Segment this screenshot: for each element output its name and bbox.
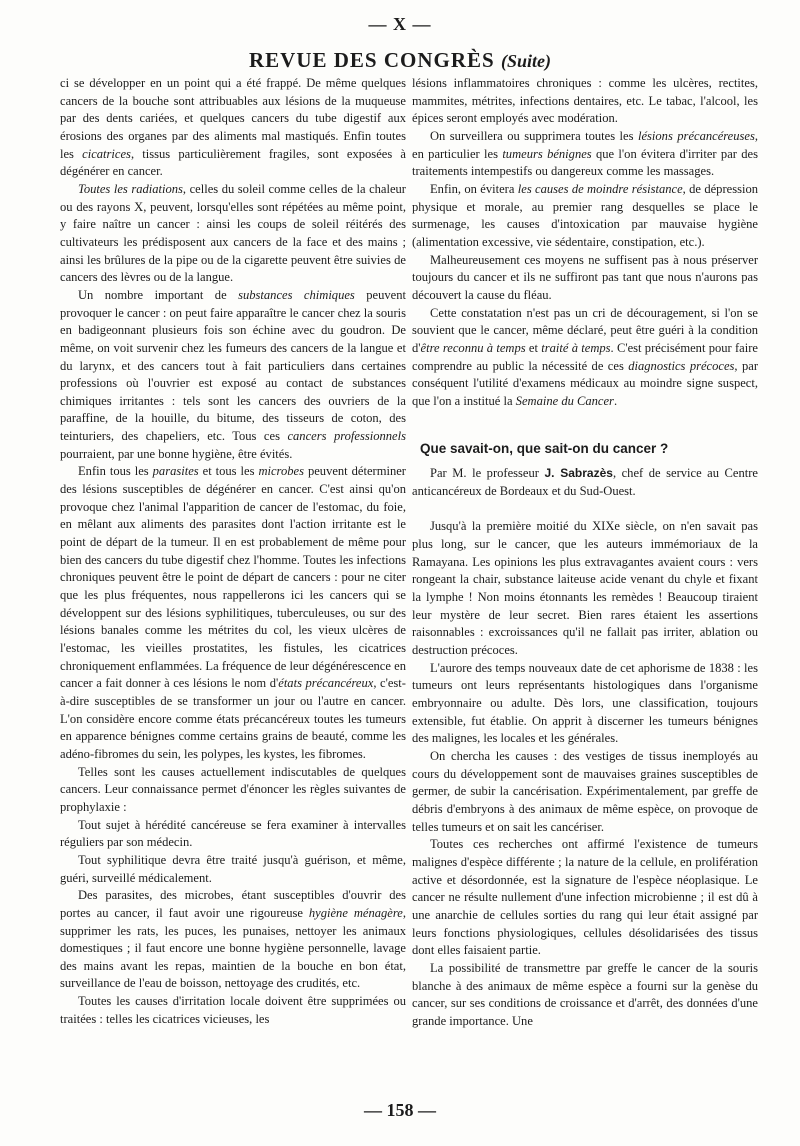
paragraph: La possibilité de transmettre par greffe le cancer de la souris blanche à des animaux de même espèce a fourni sur la genèse du cancer, sur ses conditions de croissance et d'arrêt, des données d'une grande importance. Une <box>412 960 758 1028</box>
paragraph: Tout sujet à hérédité cancéreuse se fera examiner à intervalles réguliers par son médecin. <box>60 817 406 850</box>
paragraph: Des parasites, des microbes, étant susceptibles d'ouvrir des portes au cancer, il faut avoir une rigoureuse hygiène ménagère, supprimer les rats, les puces, les punaises, nettoyer les animaux domestiques ; il faut encore une bonne hygiène personnelle, lavage des mains avant les repas, maintien de la bouche en bon état, surveillance de l'eau de boisson, nettoyage des crudités, etc. <box>60 888 406 991</box>
right-column <box>412 75 758 1030</box>
paragraph: Toutes les radiations, celles du soleil comme celles de la chaleur ou des rayons X, peuvent, lorsqu'elles sont répétées au même point, y faire naître un cancer : ainsi les coups de soleil réitérés des cultivateurs les prédisposent aux cancers de la face et des mains ; ainsi les brûlures de la pipe ou de la cigarette peuvent être suivies de cancers des lèvres ou de la langue. <box>60 181 406 285</box>
paragraph: ci se développer en un point qui a été frappé. De même quelques cancers de la bouche sont attribuables aux lésions de la muqueuse par des dents cariées, et quelques cancers du tube digestif aux érosions des organes par des aliments mal mastiqués. Enfin toutes les cicatrices, tissus particulièrement fragiles, sont exposées à dégénérer en cancer. <box>60 76 406 179</box>
paragraph: Enfin tous les parasites et tous les microbes peuvent déterminer des lésions susceptibles de dégénérer en cancer. C'est ainsi qu'on provoque chez l'animal l'apparition de cancer de l'estomac, du foie, en mêlant aux aliments des parasites dont l'action irritante est le point de départ de la tumeur. Il en est probablement de même pour bien des cancers du tube digestif chez l'homme. Toutes les infections chroniques peuvent être le point de départ de cancers : pour ne citer que les plus fréquentes, nous rappellerons ici les cancers qui se développent sur des lésions syphilitiques, tuberculeuses, ou sur des lésions banales comme les métrites du col, les vieux ulcères de l'estomac, les vieilles prostatites, les fistules, les cicatrices chroniquement enflammées. La fréquence de leur dégénérescence en cancer a fait donner à ces lésions le nom d'états précancéreux, c'est-à-dire susceptibles de se transformer un jour ou l'autre en cancer. L'on considère encore comme états précancéreux toutes les tumeurs en apparence bénignes comme certains grains de beauté, comme les adéno-fibromes du sein, les polypes, les kystes, les fibromes. <box>60 464 406 761</box>
paragraph: On surveillera ou supprimera toutes les lésions précancéreuses, en particulier les tumeurs bénignes que l'on évitera d'irriter par des traitements intempestifs ou dangereux comme les massages. <box>412 128 758 179</box>
paragraph: Jusqu'à la première moitié du XIXe siècle, on n'en savait pas plus long, sur le cancer, que les auteurs immémoriaux de la Ramayana. Les opinions les plus extravagantes avaient cours : vers rongeant la chair, substance laiteuse acide venant du chyle et fixant la lymphe ! Non moins étonnants les remèdes ! Beaucoup tiraient leur mystère de leur secret. Bien rares étaient les assertions raisonnables : excroissances qu'il ne fallait pas irriter, ablation ou destruction précoces. <box>412 519 758 658</box>
paragraph: Telles sont les causes actuellement indiscutables de quelques cancers. Leur connaissance permet d'énoncer les règles suivantes de prophylaxie : <box>60 764 406 814</box>
page-mark: — X — <box>368 14 432 34</box>
paragraph: Enfin, on évitera les causes de moindre résistance, de dépression physique et morale, au premier rang desquelles se place le surmenage, les causes d'intoxication par mauvaise hygiène (alimentation excessive, vie sédentaire, constipation, etc.). <box>412 181 758 249</box>
page-number: — 158 — <box>364 1100 436 1120</box>
paragraph: Tout syphilitique devra être traité jusqu'à guérison, et même, guéri, surveillé médicalement. <box>60 852 406 885</box>
paragraph: Un nombre important de substances chimiques peuvent provoquer le cancer : on peut faire apparaître le cancer chez la souris en badigeonnant plusieurs fois son échine avec du goudron. De même, on voit survenir chez les fumeurs des cancers de la langue et du larynx, et des cancers tout à fait particuliers dans certaines professions où l'ouvrier est exposé au contact de substances chimiques irritantes : tels sont les cancers des ouvriers de la paraffine, de la houille, du bitume, des tisseurs de coton, des teinturiers, des chapeliers, etc. Tous ces cancers professionnels pourraient, par une bonne hygiène, être évités. <box>60 287 406 461</box>
section-title: Que savait-on, que sait-on du cancer ? <box>420 441 669 457</box>
paragraph: L'aurore des temps nouveaux date de cet aphorisme de 1838 : les tumeurs ont leurs représentants histologiques dans l'organisme embryonnaire ou adulte. Dès lors, une classification, toujours extensible, fut établie. On apprit à discerner les tumeurs bénignes des malignes, les locales et les générales. <box>412 660 758 746</box>
page-header <box>0 48 800 73</box>
paragraph: Cette constatation n'est pas un cri de découragement, si l'on se souvient que le cancer, même déclaré, peut être guéri à la condition d'être reconnu à temps et traité à temps. C'est précisément pour faire comprendre au public la nécessité de ces diagnostics précoces, par conséquent l'utilité d'examens médicaux au moindre signe suspect, que l'on a institué la Semaine du Cancer. <box>412 305 758 408</box>
byline: Par M. le professeur J. Sabrazès, chef de service au Centre anticancéreux de Bordeaux et du Sud-Ouest. <box>412 466 758 498</box>
header-suite: (Suite) <box>500 51 551 71</box>
paragraph: Toutes ces recherches ont affirmé l'existence de tumeurs malignes d'espèce différente ; la nature de la cellule, en prolifération active et désordonnée, est la signature de l'espèce néoplasique. Le cancer ne résulte nullement d'une infection microbienne ; il est dû à une anarchie de cellules sorties du rang qui leur était assigné par leurs fonctions physiologiques, cellules désolidarisées des tissus dont elles faisaient partie. <box>412 837 758 958</box>
paragraph: On chercha les causes : des vestiges de tissus inemployés au cours du développement sont de mauvaises graines susceptibles de germer, de subir la cancérisation. Expérimentalement, par greffe de débris d'embryons à des animaux de même espèce, on provoque de telles tumeurs et on sait les cancériser. <box>412 748 758 834</box>
header-title: REVUE DES CONGRÈS <box>249 48 495 72</box>
paragraph: lésions inflammatoires chroniques : comme les ulcères, rectites, mammites, métrites, infections dentaires, etc. Le tabac, l'alcool, les épices seront employés avec modération. <box>412 76 758 126</box>
left-column <box>60 75 406 1028</box>
paragraph: Malheureusement ces moyens ne suffisent pas à nous préserver toujours du cancer et ils ne suffiront pas tant que nous n'aurons pas découvert la cause du fléau. <box>412 252 758 302</box>
paragraph: Toutes les causes d'irritation locale doivent être supprimées ou traitées : telles les cicatrices vicieuses, les <box>60 994 406 1026</box>
